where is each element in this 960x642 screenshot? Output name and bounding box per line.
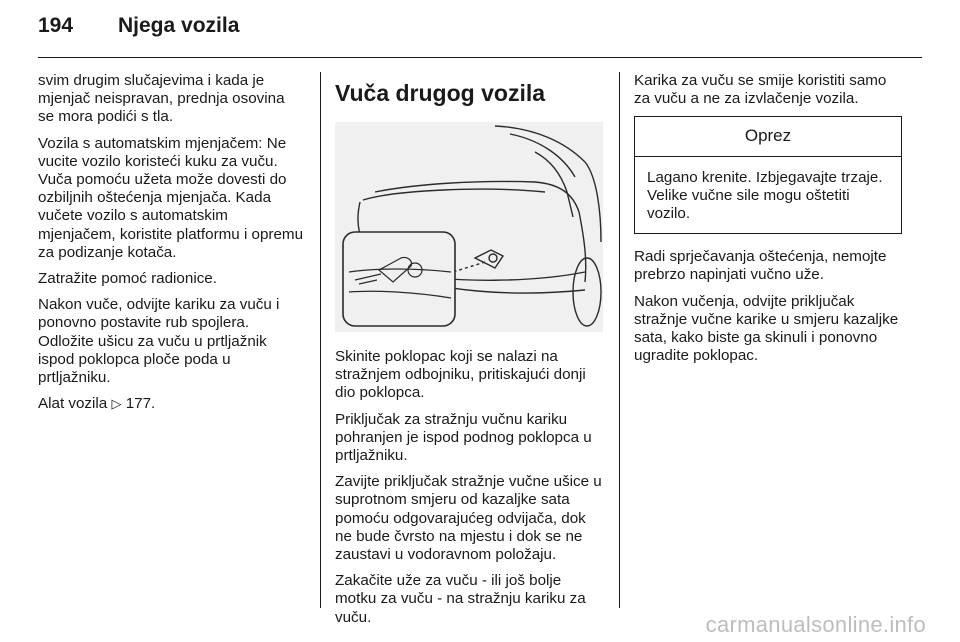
- page-number: 194: [38, 14, 74, 37]
- paragraph: Priključak za stražnju vučnu kariku pohranjen je ispod podnog poklopca u prtljažniku.: [335, 410, 592, 465]
- header-divider: [38, 57, 922, 58]
- paragraph: Vozila s automatskim mjenjačem: Ne vucite vozilo koristeći kuku za vuču. Vuča pomoću užeta može dovesti do ozbiljnih oštećenja mjenjača. Kada vučete vozilo s automatskim mjenjačem, koristite platformu i opremu za podizanje kotača.: [38, 134, 304, 261]
- subsection-title: Vuča drugog vozila: [335, 80, 546, 106]
- column-divider: [320, 72, 321, 608]
- page-header: [38, 14, 239, 44]
- paragraph: Skinite poklopac koji se nalazi na stražnjem odbojniku, pritiskajući donji dio poklopca.: [335, 348, 586, 402]
- paragraph: svim drugim slučajevima i kada je mjenjač neispravan, prednja osovina se mora podići s tla.: [38, 72, 285, 126]
- paragraph: Nakon vučenja, odvijte priključak stražnje vučne karike u smjeru kazaljke sata, kako biste ga skinuli i ponovno ugradite poklopac.: [634, 292, 899, 365]
- paragraph: Zavijte priključak stražnje vučne ušice u suprotnom smjeru od kazaljke sata pomoću odgovarajućeg odvijača, dok ne bude čvrsto na mjestu i dok se ne zaustavi u vodoravnom položaju.: [335, 473, 602, 564]
- column-middle: [335, 72, 603, 635]
- page-reference[interactable]: [38, 395, 304, 413]
- rear-towing-eye-illustration: [335, 122, 603, 332]
- paragraph: Radi sprječavanja oštećenja, nemojte prebrzo napinjati vučno uže.: [634, 248, 887, 284]
- paragraph: Nakon vuče, odvijte kariku za vuču i ponovno postavite rub spojlera. Odložite ušicu za vuču u prtljažnik ispod poklopca ploče poda u prtljažniku.: [38, 296, 280, 387]
- paragraph: Karika za vuču se smije koristiti samo za vuču a ne za izvlačenje vozila.: [634, 72, 887, 108]
- section-title: Njega vozila: [118, 14, 240, 37]
- reference-label: Alat vozila: [38, 395, 108, 413]
- column-right: [634, 72, 902, 373]
- column-divider: [619, 72, 620, 608]
- caution-box: [634, 116, 902, 234]
- watermark: carmanualsonline.info: [705, 612, 926, 637]
- caution-heading: Oprez: [635, 117, 901, 156]
- paragraph: Zakačite uže za vuču - ili još bolje motku za vuču - na stražnju kariku za vuču.: [335, 572, 586, 626]
- caution-text: Lagano krenite. Izbjegavajte trzaje. Velike vučne sile mogu oštetiti vozilo.: [647, 168, 883, 223]
- reference-page: 177.: [125, 395, 156, 413]
- reference-triangle-icon: ▷: [111, 396, 122, 412]
- paragraph: Zatražite pomoć radionice.: [38, 270, 217, 288]
- column-left: [38, 72, 304, 421]
